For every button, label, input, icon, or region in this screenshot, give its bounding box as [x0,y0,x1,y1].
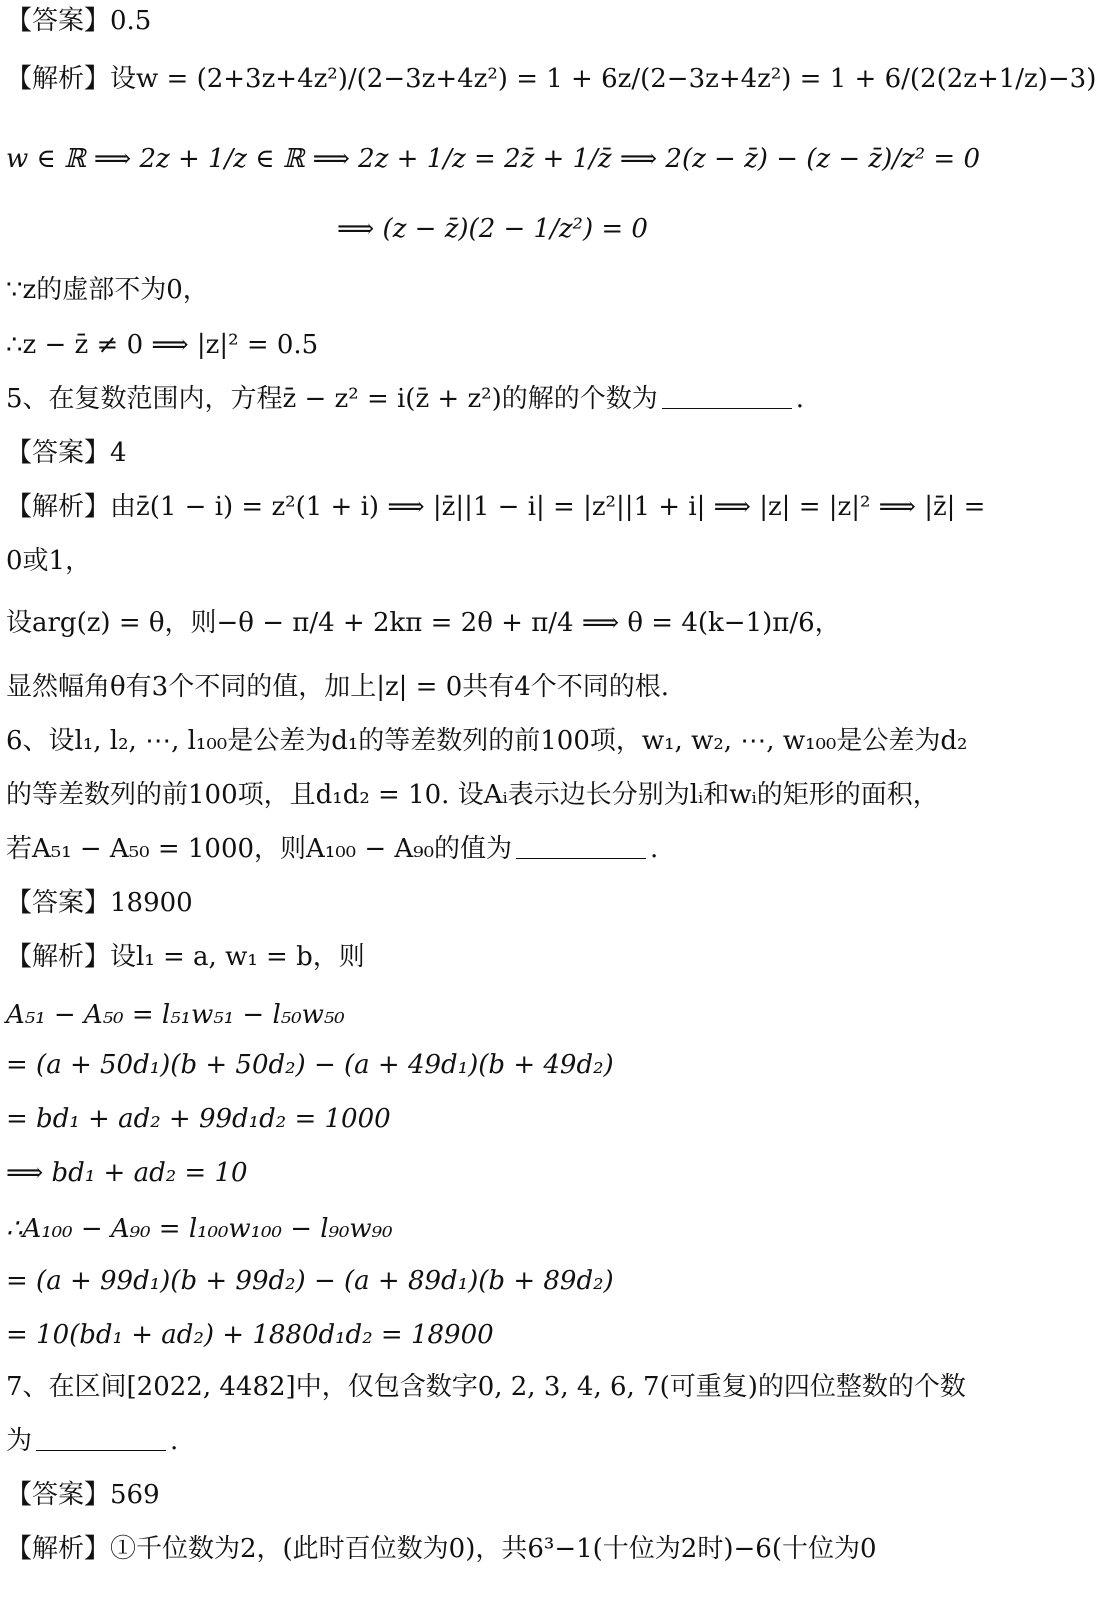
answer-line: 【答案】0.5 [6,6,152,36]
question-end: . [170,1426,179,1456]
question-7: 7、在区间[2022, 4482]中，仅包含数字0, 2, 3, 4, 6, 7(可重复)的四位整数的个数 [6,1372,966,1402]
answer-line: 【答案】4 [6,438,127,468]
answer-blank [36,1426,166,1451]
text-line: ∴z − z̄ ≠ 0 ⟹ |z|² = 0.5 [6,330,319,360]
question-6-line-2: 的等差数列的前100项，且d₁d₂ = 10. 设Aᵢ表示边长分别为lᵢ和wᵢ的矩形的面积， [6,780,939,810]
equation-line: ⟹ bd₁ + ad₂ = 10 [6,1158,248,1188]
equation-line: = 10(bd₁ + ad₂) + 1880d₁d₂ = 18900 [6,1320,494,1350]
equation-line: ∴A₁₀₀ − A₉₀ = l₁₀₀w₁₀₀ − l₉₀w₉₀ [6,1214,393,1244]
analysis-line: 【解析】由z̄(1 − i) = z²(1 + i) ⟹ |z̄||1 − i| = |z²||1 + i| ⟹ |z| = |z|² ⟹ |z̄| = [6,492,986,522]
question-6-line-3 [6,832,979,866]
question-7-line-2 [6,1424,979,1458]
equation-line: w ∈ ℝ ⟹ 2z + 1/z ∈ ℝ ⟹ 2z + 1/z = 2z̄ + 1/z̄ ⟹ 2(z − z̄) − (z − z̄)/z² = 0 [6,144,980,174]
question-6: 6、设l₁, l₂, ⋯, l₁₀₀是公差为d₁的等差数列的前100项，w₁, w₂, ⋯, w₁₀₀是公差为d₂ [6,726,968,756]
equation-line: = bd₁ + ad₂ + 99d₁d₂ = 1000 [6,1104,391,1134]
answer-line: 【答案】569 [6,1480,160,1510]
question-text: 若A₅₁ − A₅₀ = 1000，则A₁₀₀ − A₉₀的值为 [6,834,513,864]
answer-blank [662,384,792,409]
analysis-line: 【解析】①千位数为2，(此时百位数为0)，共6³−1(十位为2时)−6(十位为0 [6,1534,877,1564]
equation-line: ⟹ (z − z̄)(2 − 1/z²) = 0 [337,214,648,244]
text-line: 0或1， [6,546,92,576]
text-line: 显然幅角θ有3个不同的值，加上|z| = 0共有4个不同的根. [6,672,670,702]
answer-blank [516,834,646,859]
equation-line: = (a + 50d₁)(b + 50d₂) − (a + 49d₁)(b + 49d₂) [6,1050,614,1080]
equation-line: = (a + 99d₁)(b + 99d₂) − (a + 89d₁)(b + 89d₂) [6,1266,614,1296]
text-line: ∵z的虚部不为0， [6,275,209,305]
question-text: 5、在复数范围内，方程z̄ − z² = i(z̄ + z²)的解的个数为 [6,384,658,414]
question-text: 为 [6,1426,33,1456]
question-end: . [650,834,659,864]
text-line: 设arg(z) = θ，则−θ − π/4 + 2kπ = 2θ + π/4 ⟹ θ = 4(k−1)π/6， [6,608,841,638]
equation-line: A₅₁ − A₅₀ = l₅₁w₅₁ − l₅₀w₅₀ [6,1000,345,1030]
answer-line: 【答案】18900 [6,888,193,918]
analysis-line: 【解析】设l₁ = a, w₁ = b，则 [6,942,365,972]
analysis-line: 【解析】设w = (2+3z+4z²)/(2−3z+4z²) = 1 + 6z/(2−3z+4z²) = 1 + 6/(2(2z+1/z)−3) [6,64,1096,94]
question-5 [6,382,979,416]
question-end: . [795,384,804,414]
